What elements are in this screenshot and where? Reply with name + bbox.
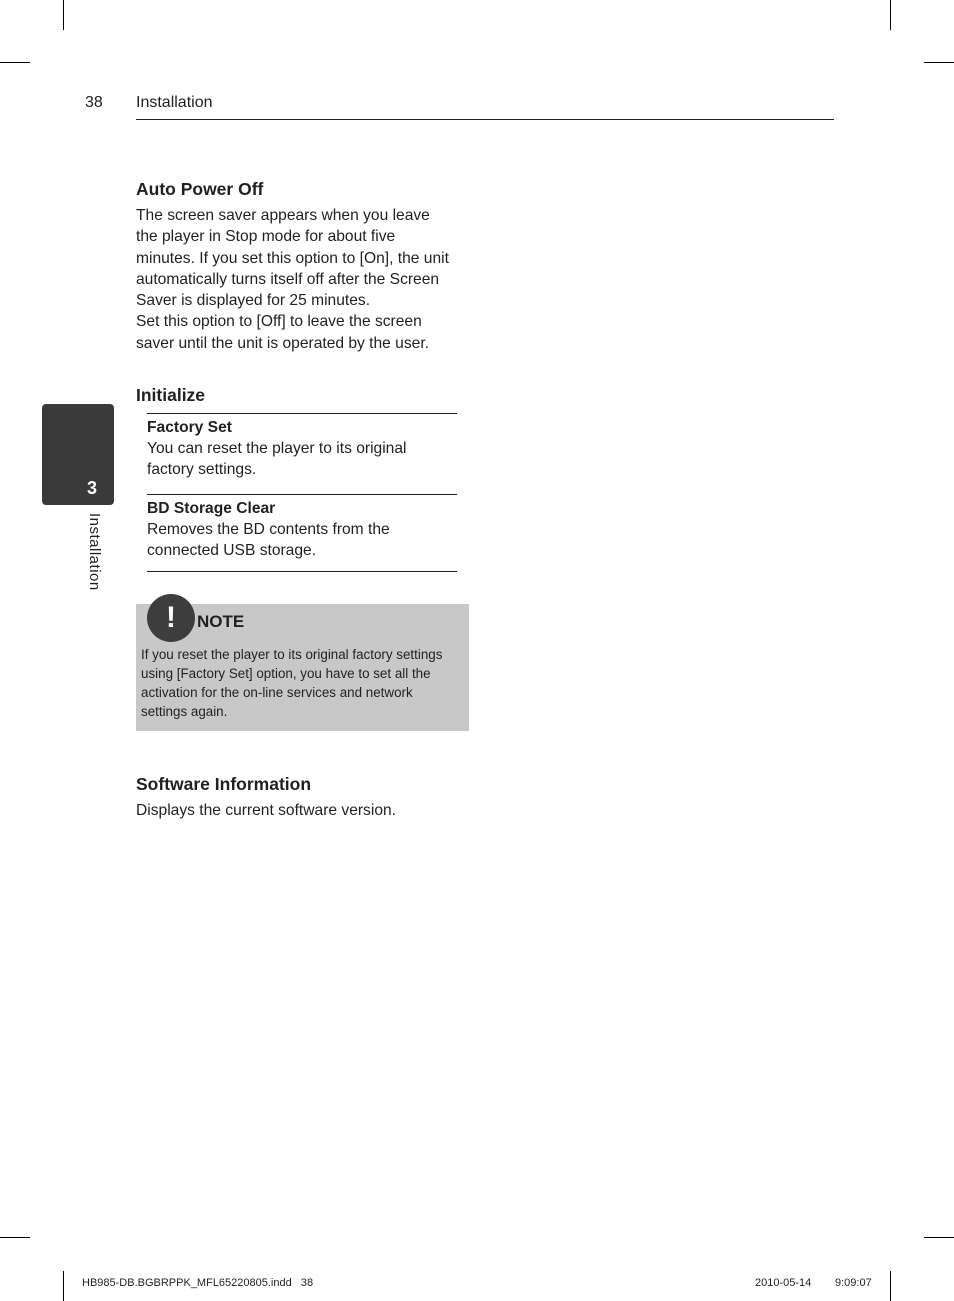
crop-mark-bottom-left-vertical — [63, 1271, 64, 1301]
note-label: NOTE — [197, 612, 245, 631]
bd-storage-clear-item — [147, 498, 457, 562]
crop-mark-top-left-vertical — [63, 0, 64, 30]
divider — [147, 571, 457, 572]
factory-set-title: Factory Set — [147, 419, 232, 436]
footer-time: 9:09:07 — [835, 1277, 872, 1289]
crop-mark-top-right-horizontal — [924, 62, 954, 63]
crop-mark-bottom-right-vertical — [890, 1271, 891, 1301]
auto-power-off-heading: Auto Power Off — [136, 179, 264, 199]
note-text: If you reset the player to its original factory settings using [Factory Set] option, you have to set all the activation for the on-line services and network settings again. — [141, 647, 443, 719]
factory-set-text: You can reset the player to its original factory settings. — [147, 440, 407, 479]
header-section-title: Installation — [136, 94, 213, 111]
crop-mark-bottom-left-horizontal — [0, 1237, 30, 1238]
divider — [147, 494, 457, 495]
exclamation-icon: ! — [147, 594, 195, 642]
crop-mark-bottom-right-horizontal — [924, 1237, 954, 1238]
header-rule — [136, 119, 834, 120]
crop-mark-top-left-horizontal — [0, 62, 30, 63]
page-number: 38 — [85, 94, 103, 111]
chapter-label: Installation — [86, 513, 103, 591]
auto-power-off-text: The screen saver appears when you leave the player in Stop mode for about five minutes. If you set this option to [On], the unit automatically turns itself off after the Screen Saver is displayed for 25 minutes. Set this option to [Off] to leave the screen saver until the unit is operated by the user. — [136, 207, 449, 352]
bd-storage-clear-title: BD Storage Clear — [147, 500, 276, 517]
divider — [147, 413, 457, 414]
bd-storage-clear-text: Removes the BD contents from the connected USB storage. — [147, 521, 390, 560]
factory-set-item — [147, 417, 457, 481]
crop-mark-top-right-vertical — [890, 0, 891, 30]
chapter-number: 3 — [86, 478, 97, 498]
software-information-heading: Software Information — [136, 774, 312, 794]
software-information-text: Displays the current software version. — [136, 802, 396, 819]
footer-file-name: HB985-DB.BGBRPPK_MFL65220805.indd 38 — [82, 1277, 314, 1289]
footer-date: 2010-05-14 — [755, 1277, 812, 1289]
initialize-heading: Initialize — [136, 385, 206, 405]
